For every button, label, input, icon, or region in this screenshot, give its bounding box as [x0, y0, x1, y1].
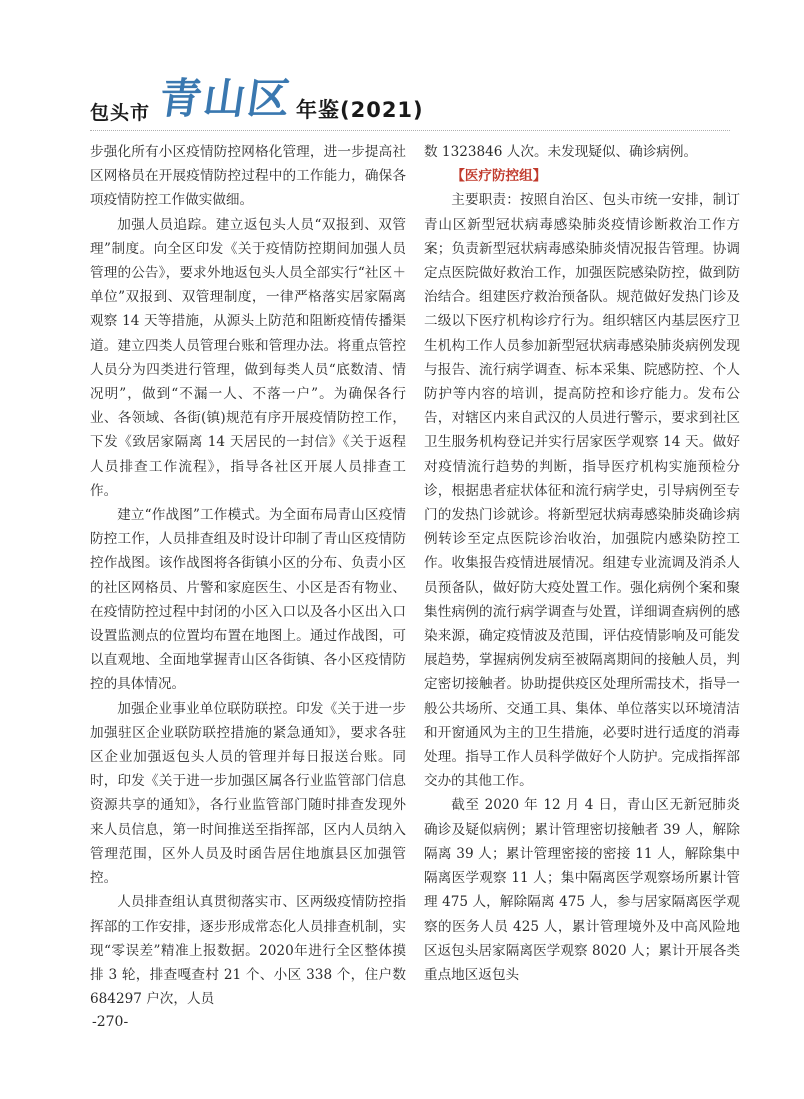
- header-city: 包头市: [90, 102, 151, 124]
- header-yearbook: 年鉴(2021): [296, 98, 424, 122]
- paragraph: 步强化所有小区疫情防控网格化管理，进一步提高社区网格员在开展疫情防控过程中的工作能力，确保各项疫情防控工作做实做细。: [90, 144, 406, 209]
- page-number: -270-: [92, 1014, 129, 1030]
- header-brand-logo: 青山区: [156, 74, 296, 123]
- paragraph: 主要职责：按照自治区、包头市统一安排，制订青山区新型冠状病毒感染肺炎疫情诊断救治工作方案；负责新型冠状病毒感染肺炎情况报告管理。协调定点医院做好救治工作，加强医院感染防控，做到防治结合。组建医疗救治预备队。规范做好发热门诊及二级以下医疗机构诊疗行为。组织辖区内基层医疗卫生机构工作人员参加新型冠状病毒感染肺炎病例发现与报告、流行病学调查、标本采集、院感防控、个人防护等内容的培训，提高防控和诊疗能力。发布公告，对辖区内来自武汉的人员进行警示，要求到社区卫生服务机构登记并实行居家医学观察 14 天。做好对疫情流行趋势的判断，指导医疗机构实施预检分诊，根据患者症状体征和流行病学史，引导病例至专门的发热门诊就诊。将新型冠状病毒感染肺炎确诊病例转诊至定点医院诊治收治，加强院内感染防控工作。收集报告疫情进展情况。组建专业流调及消杀人员预备队，做好防大疫处置工作。强化病例个案和聚集性病例的流行病学调查与处置，详细调查病例的感染来源，确定疫情波及范围，评估疫情影响及可能发展趋势，掌握病例发病至被隔离期间的接触人员，判定密切接触者。协助提供疫区处理所需技术，指导一般公共场所、交通工具、集体、单位落实以环境清洁和开窗通风为主的卫生措施，必要时进行适度的消毒处理。指导工作人员科学做好个人防护。完成指挥部交办的其他工作。: [424, 192, 740, 790]
- section-heading: 【医疗防控组】: [451, 168, 547, 185]
- paragraph: 建立“作战图”工作模式。为全面布局青山区疫情防控工作，人员排查组及时设计印制了青山区疫情防控作战图。该作战图将各街镇小区的分布、负责小区的社区网格员、片警和家庭医生、小区是否有物业、在疫情防控过程中封闭的小区入口以及各小区出入口设置监测点的位置均布置在地图上。通过作战图，可以直观地、全面地掌握青山区各街镇、各小区疫情防控的具体情况。: [90, 507, 406, 693]
- paragraph: 数 1323846 人次。未发现疑似、确诊病例。: [424, 144, 698, 160]
- paragraph: 加强企业事业单位联防联控。印发《关于进一步加强驻区企业联防联控措施的紧急通知》，要求各驻区企业加强返包头人员的管理并每日报送台账。同时，印发《关于进一步加强区属各行业监管部门信息资源共享的通知》，各行业监管部门随时排查发现外来人员信息，第一时间推送至指挥部，区内人员纳入管理范围，区外人员及时函告居住地旗县区加强管控。: [90, 700, 406, 887]
- page-header: [90, 62, 750, 130]
- header-divider: [90, 130, 730, 132]
- right-column: [424, 140, 740, 987]
- paragraph: 人员排查组认真贯彻落实市、区两级疫情防控指挥部的工作安排，逐步形成常态化人员排查机制，实现“零误差”精准上报数据。2020年进行全区整体摸排 3 轮，排查嘎查村 21 个、小区 338 个，住户数 684297 户次，人员: [90, 894, 406, 1008]
- left-column: [90, 140, 406, 1011]
- paragraph: 加强人员追踪。建立返包头人员“双报到、双管理”制度。向全区印发《关于疫情防控期间加强人员管理的公告》，要求外地返包头人员全部实行“社区＋单位”双报到、双管理制度，一律严格落实居家隔离观察 14 天等措施，从源头上防范和阻断疫情传播渠道。建立四类人员管理台账和管理办法。将重点管控人员分为四类进行管理，做到每类人员“底数清、情况明”，做到“不漏一人、不落一户”。为确保各行业、各领域、各街(镇)规范有序开展疫情防控工作，下发《致居家隔离 14 天居民的一封信》《关于返程人员排查工作流程》，指导各社区开展人员排查工作。: [90, 216, 406, 499]
- paragraph: 截至 2020 年 12 月 4 日，青山区无新冠肺炎确诊及疑似病例；累计管理密切接触者 39 人，解除隔离 39 人；累计管理密接的密接 11 人，解除集中隔离医学观察 11 人；集中隔离医学观察场所累计管理 475 人，解除隔离 475 人，参与居家隔离医学观察的医务人员 425 人，累计管理境外及中高风险地区返包头居家隔离医学观察 8020 人；累计开展各类重点地区返包头: [424, 797, 740, 983]
